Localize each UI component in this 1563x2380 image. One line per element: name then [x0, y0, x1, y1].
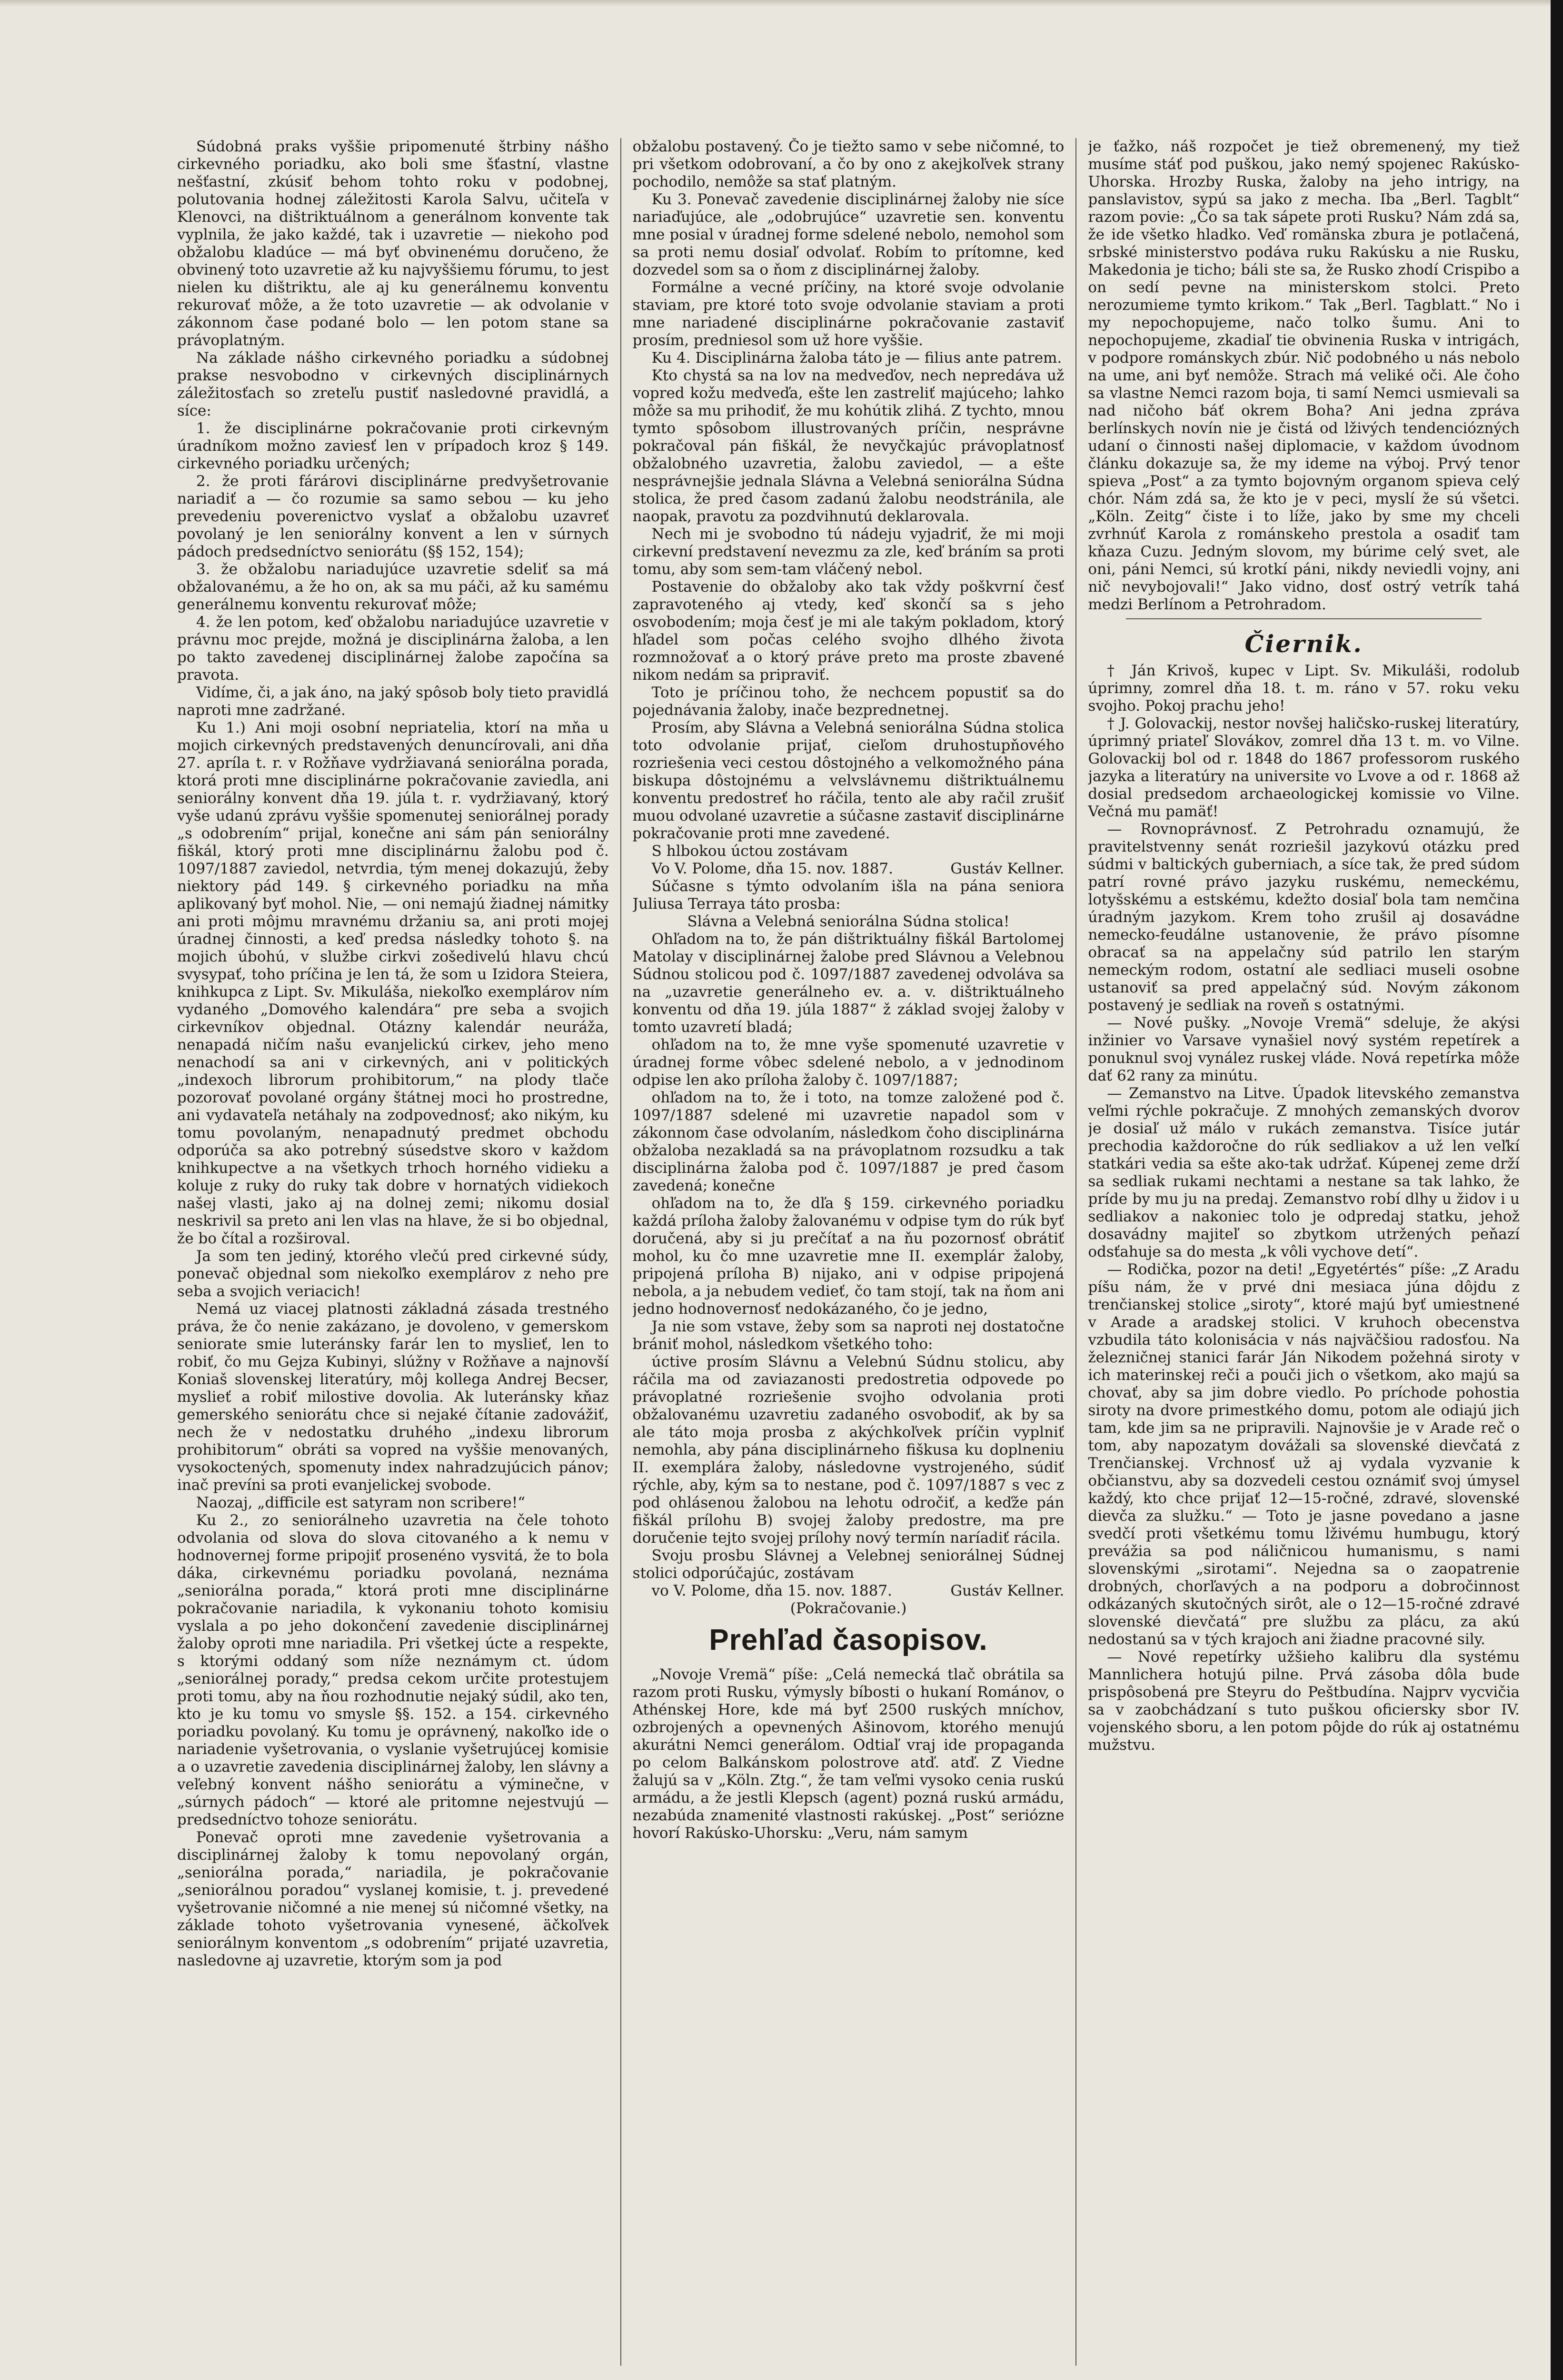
article-paragraph: Formálne a vecné príčiny, na ktoré svoje odvolanie staviam, pre ktoré toto svoje odvolanie staviam a proti mne nariadené disciplinárne pokračovanie zastaviť prosím, predniesol som už hore vyššie.: [632, 279, 1065, 349]
column-2: [633, 138, 1065, 2366]
article-paragraph: 4. že len potom, keď obžalobu nariadujúce uzavretie v právnu moc prejde, možná je disciplinárna žaloba, a len po takto zavedenej disciplinárnej žalobe započína sa pravota.: [177, 614, 609, 684]
article-paragraph: Svoju prosbu Slávnej a Velebnej seniorálnej Súdnej stolici odporúčajúc, zostávam: [632, 1547, 1065, 1582]
signature-place-date: Vo V. Polome, dňa 15. nov. 1887.: [651, 860, 893, 877]
article-paragraph: — Nové pušky. „Novoje Vremä“ sdeluje, že akýsi inžinier vo Varsave vynašiel nový systém repetírek a ponuknul svoj vynález ruskej vláde. Nová repetírka môže dať 62 rany za minútu.: [1088, 1014, 1520, 1084]
article-paragraph: Na základe nášho cirkevného poriadku a súdobnej prakse nesvobodno v cirkevných disciplinárnych záležitosťach so zreteľu pustiť nasledovné pravidlá, a síce:: [177, 349, 609, 419]
article-paragraph: — Nové repetírky užšieho kalibru dla systému Mannlichera hotujú pilne. Prvá zásoba dôla bude prispôsobená pre Steyru do Peštbudína. Najprv vycvičia sa v zaobchádzaní s tuto puškou oficiersky sbor IV. vojenského sboru, a len potom pôjde do rúk aj ostatnému mužstvu.: [1088, 1648, 1520, 1754]
article-paragraph: Toto je príčinou toho, že nechcem popustiť sa do pojednávania žaloby, inače bezprednetnej.: [632, 684, 1065, 719]
column-rule: [1075, 138, 1076, 2366]
article-paragraph: ohľadom na to, že mne vyše spomenuté uzavretie v úradnej forme vôbec sdelené nebolo, a v jednodinom odpise len ako príloha žaloby č. 1097/1887;: [632, 1036, 1065, 1089]
article-paragraph: Postavenie do obžaloby ako tak vždy poškvrní česť zapravoteného aj vtedy, keď skončí sa s jeho osvobodením; moja česť je mi ale takým pokladom, ktorý hľadel som počas celého svojho dlhého života rozmnožovať a o ktorý práve preto ma proste zbavené nikom nedám sa pripraviť.: [632, 578, 1065, 684]
page-right-edge: [1551, 0, 1563, 2380]
article-paragraph: Naozaj, „difficile est satyram non scribere!“: [196, 1494, 526, 1511]
article-paragraph: Ponevač oproti mne zavedenie vyšetrovania a disciplinárnej žaloby k tomu nepovolaný orgán, „seniorálna porada,“ nariadila, je pokračovanie „seniorálnou poradou“ vyslanej komisie, t. j. prevedené vyšetrovanie ničomné a nie menej sú ničomné všetky, na základe tohoto vyšetrovania vynesené, äčkoľvek seniorálnym konventom „s odobrením“ prijaté uzavretia, nasledovne aj uzavretie, ktorým som ja pod: [177, 1829, 609, 1969]
article-paragraph: S hlbokou úctou zostávam: [651, 843, 848, 860]
article-paragraph: Nech mi je svobodno tú nádeju vyjadriť, že mi moji cirkevní predstavení nevezmu za zle, keď bráním sa proti tomu, aby som sem-tam vláčený nebol.: [632, 526, 1065, 578]
article-paragraph: Prosím, aby Slávna a Velebná seniorálna Súdna stolica toto odvolanie prijať, cieľom druhostupňového rozriešenia veci cestou dôstojného a velkomožného pána biskupa dôstojnému a velvslávnemu dištriktuálnemu konventu predostreť ho ráčila, tento ale aby račil zrušiť muou odvolané uzavretie a súčasne zastaviť disciplinárne pokračovanie proti mne zavedené.: [632, 719, 1065, 842]
column-1: [177, 138, 609, 2366]
article-paragraph: † Ján Krivoš, kupec v Lipt. Sv. Mikuláši, rodolub úprimny, zomrel dňa 18. t. m. ráno v 57. roku veku svojho. Pokoj prachu jeho!: [1088, 662, 1520, 714]
article-paragraph: — Rovnoprávnosť. Z Petrohradu oznamujú, že pravitelstvenny senát rozriešil jazykovú otázku pred súdmi v baltických guberniach, a síce tak, že pred súdom patrí rovné právo jazyku ruskému, nemeckému, lotyšskému a estskému, kdežto dosiaľ bola tam nemčina úradným jazykom. Krem toho zrušil aj dosavádne nemecko-feudálne ustanovenie, že právo písomne obracať sa na appelačny súd patrilo len starým nemeckým rodom, ostatní ale sedliaci museli osobne ustanoviť sa pred appelačný súd. Novým zákonom postavený je sedliak na roveň s ostatnými.: [1088, 821, 1520, 1014]
column-rule: [620, 138, 621, 2366]
article-paragraph: Ohľadom na to, že pán dištriktuálny fiškál Bartolomej Matolay v disciplinárnej žalobe pred Slávnou a Velebnou Súdnou stolicou pod č. 1097/1887 zavedenej odvoláva sa na „uzavretie generálneho ev. a. v. dištriktuálneho konventu od dňa 19. júla 1887“ ž základ svojej žaloby v tomto uzavretí bladá;: [632, 931, 1065, 1036]
article-paragraph: je ťažko, náš rozpočet je tiež obremenený, my tiež musíme stáť pod puškou, jako nemý spojenec Rakúsko-Uhorska. Hrozby Ruska, žaloby na jeho intrigy, na panslavistov, sypú sa jako z mecha. Iba „Berl. Tagblt“ razom povie: „Čo sa tak sápete proti Rusku? Nám zdá sa, že ide všetko hladko. Veď romänska zbura je potlačená, srbské ministerstvo podáva ruku Rakúsku a nie Rusku, Makedonia je ticho; báli ste sa, že Rusko zhodí Crispibo a on sedí pevne na ministerskom stolci. Preto nerozumieme tymto krikom.“ Tak „Berl. Tagblatt.“ No i my nepochopujeme, načo tolko šumu. Ani to nepochopujeme, zkadiaľ tie obvinenia Ruska v intrigách, v podpore románskych zbúr. Nič podobného u nás nebolo na ume, ani byť nemôže. Strach má veliké oči. Ale čoho sa vlastne Nemci razom boja, ti samí Nemci usmievali sa nad ničoho báť okrem Boha? Ani jedna zpráva berlínskych novín nie je čistá od lživých tendenciózných udaní o činnosti našej diplomacie, v každom úvodnom článku dokazuje sa, že my ideme na výboj. Prvý tenor spieva „Post“ a za tymto bojovným organom spieva celý chór. Nám zdá sa, že kto je v peci, myslí že sú všetci. „Köln. Zeitg“ čiste i to líže, jako by sme my chceli zvrhnúť Karola z románskeho prestola a osadiť tam kňaza Cuzu. Jedným slovom, my búrime celý svet, ale oni, páni Nemci, sú krotkí páni, nikdy neviedli vojny, ani nič nevybojovali!“ Jako vidno, dosť ostrý vetrík tahá medzi Berlínom a Petrohradom.: [1088, 138, 1520, 613]
article-paragraph: obžalobu postavený. Čo je tiežto samo v sebe ničomné, to pri všetkom odobrovaní, a čo by ono z akejkoľvek strany pochodilo, nemôže sa stať platným.: [632, 138, 1065, 190]
article-paragraph: Slávna a Velebná seniorálna Súdna stolica!: [687, 913, 1010, 930]
article-paragraph: úctive prosím Slávnu a Velebnú Súdnu stolicu, aby ráčila ma od zaviazanosti predostretia odpovede po právoplatné rozriešenie svojho odvolania proti obžalovanému uzavretiu zadaného osvobodiť, ak by sa ale táto moja prosba z akýchkoľvek príčin vyplniť nemohla, aby pána disciplinárneho fiškusa ku doplneniu II. exemplára žaloby, následovne vystrojeného, súdiť rýchle, aby, kým sa to nestane, pod č. 1097/1887 s vec z pod ohlásenou žalobou na lehotu odročiť, a keďže pán fiškál prílohu B) svojej žaloby predostre, ma pre doručenie tejto svojej prílohy nový termín naríadiť rácila.: [632, 1353, 1065, 1547]
signature-line: [633, 1582, 1065, 1600]
article-paragraph: 3. že obžalobu nariadujúce uzavretie sdeliť sa má obžalovanému, a že ho on, ak sa mu páči, až ku samému generálnemu konventu rekurovať môže;: [177, 561, 609, 613]
article-paragraph: Vidíme, či, a jak áno, na jaký spôsob boly tieto pravidlá naproti mne zadržané.: [177, 684, 609, 719]
column-3: [1088, 138, 1520, 2366]
signature-name: Gustáv Kellner.: [950, 860, 1065, 877]
article-paragraph: — Zemanstvo na Litve. Úpadok litevského zemanstva veľmi rýchle pokračuje. Z mnohých zemanských dvorov je dosiaľ už málo v rukách zemanstva. Tisíce jutár prechodia každoročne do rúk sedliakov a už len veľkí statkári vedia sa ešte ako-tak udržať. Kúpenej zeme drží sa sedliak rukami nechtami a nestane sa tak lahko, že príde by mu ju na predaj. Zemanstvo robí dlhy u židov i u sedliakov a nakoniec tolo je odpredaj statku, jehož dosavádny majiteľ so zbytkom utržených peňazí odsťahuje sa do mesta „k vôli vychove detí“.: [1088, 1085, 1520, 1260]
article-paragraph: ohľadom na to, že dľa § 159. cirkevného poriadku každá príloha žaloby žalovanému v odpise tym do rúk byť doručená, aby si ju prečítať a na ňu pozornosť obrátiť mohol, ku čo mne uzavretie mne II. exemplár žaloby, pripojená príloha B) nijako, ani v odpise pripojená nebola, a ja nebudem vedieť, čo tam stojí, tak na ňom ani jedno hodnovernosť nedokázaného, čo je jedno,: [632, 1195, 1065, 1318]
article-paragraph: Ja nie som vstave, žeby som sa naproti nej dostatočne brániť mohol, následkom všetkého toho:: [632, 1318, 1065, 1353]
article-paragraph: „Novoje Vremä“ píše: „Celá nemecká tlač obrátila sa razom proti Rusku, výmysly bíbosti o hukaní Románov, o Athénskej Hore, kde má byť 2500 ruských mníchov, ozbrojených a opevnených Ašinovom, ktorého menujú akurátni Nemci generálom. Odtiaľ vraj ide propaganda po celom Balkánskom polostrove atď. atď. Z Viedne žalujú sa v „Köln. Ztg.“, že tam veľmi vysoko cenia ruskú armádu, a že jestli Klepsch (agent) pozná ruskú armádu, nezabúda znamenité vlastnosti rakúskej. „Post“ seriózne hovorí Rakúsko-Uhorsku: „Veru, nám samym: [632, 1666, 1065, 1842]
article-paragraph: Súčasne s týmto odvolaním išla na pána seniora Juliusa Terraya táto prosba:: [632, 878, 1065, 912]
section-heading: Čiernik.: [1244, 630, 1363, 658]
article-paragraph: Kto chystá sa na lov na medveďov, nech nepredáva už vopred kožu medveďa, ešte len zastreliť majúceho; lahko môže sa mu prihodiť, že mu kohútik zlihá. Z tychto, mnou tymto spôsobom illustrovaných príčin, nesprávne pokračoval pán fiškál, že nevyčkajúc právoplatnosť obžalobného uzavretia, žalobu zaviedol, — a ešte nesprávnejšie jednala Slávna a Velebná seniorálna Súdna stolica, že pred časom zadanú žalobu neodstránila, ale naopak, pravotu za pozdvihnutú deklarovala.: [632, 367, 1065, 525]
article-paragraph: Nemá uz viacej platnosti základná zásada trestného práva, že čo nenie zakázano, je dovoleno, v gemerskom seniorate smie luteránsky farár len to myslieť, len to robiť, čo mu Gejza Kubinyi, slúžny v Rožňave a najnovší Koniaš slovenskej literatúry, môj kollega Andrej Becser, myslieť a robiť milostive dovolia. Ak luteránsky kňaz gemerského seniorátu chce si nejaké čítanie zadovážiť, nech že v nedostatku druhého „indexu librorum prohibitorum“ obráti sa vopred na vyššie menovaných, vysokoctených, spomenuty index nahradzujúcich pánov; inač prevíni sa proti evanjelickej svobode.: [177, 1300, 609, 1494]
signature-name: Gustáv Kellner.: [950, 1582, 1065, 1599]
article-paragraph: Ku 2., zo seniorálneho uzavretia na čele tohoto odvolania od slova do slova citovaného a k nemu v hodnovernej forme pripojiť prosenéno vysvitá, že to bola dáka, cirkevnému poriadku povolaná, neznáma „seniorálna porada,“ ktorá proti mne disciplinárne pokračovanie nariadila, k vykonaniu tohoto komisiu vyslala a po jeho dokončení zavedenie disciplinárnej žaloby oproti mne nariadila. Pri všetkej úcte a respekte, s ktorými oddaný som níže neznámym ct. údom „seniorálnej porady,“ predsa cekom určite protestujem proti tomu, aby na ňou rozhodnutie nejaký súdil, ako ten, kto je ku tomu vo smysle §§. 152. a 154. cirkevného poriadku povolaný. Ku tomu je oprávnený, nakoľko ide o nariadenie vyšetrovania, o vyslanie vyšetrujúcej komisie a o uzavretie zavedenia disciplinárnej žaloby, len slávny a veľebný konvent nášho seniorátu a výminečne, v „súrnych pádoch“ — ktoré ale pritomne nejestvujú — predsedníctvo tohoze seniorátu.: [177, 1512, 609, 1828]
article-paragraph: 2. že proti fárárovi disciplinárne predvyšetrovanie nariadiť a — čo rozumie sa samo sebou — ku jeho prevedeniu poverenictvo vyslať a obžalobu uzavreť povolaný je len seniorálny konvent a len v súrnych pádoch predsedníctvo seniorátu (§§ 152, 154);: [177, 473, 609, 560]
article-paragraph: ohľadom na to, že i toto, na tomze založené pod č. 1097/1887 sdelené mi uzavretie napadol som v zákonnom čase odvolaním, následkom čoho disciplinárna obžaloba nezakladá sa na právoplatnom rozsudku a tak disciplinárna žaloba pod č. 1097/1887 je pred časom zavedená; konečne: [632, 1089, 1065, 1194]
newspaper-page: [177, 138, 1520, 2366]
article-paragraph: 1. že disciplinárne pokračovanie proti cirkevným úradníkom možno zaviesť len v prípadoch kroz § 149. cirkevného poriadku určených;: [177, 420, 609, 472]
article-paragraph: Súdobná praks vyššie pripomenuté štrbiny nášho cirkevného poriadku, ako boli sme šťastní, vlastne nešťastní, zkúsiť behom tohto roku v podobnej, polutovania hodnej záležitosti Karola Salvu, učiteľa v Klenovci, na dištriktuálnom a generálnom konvente tak vyplnila, že jako každé, tak i uzavretie — niekoho pod obžalobu kladúce — má byť obvinenému doručeno, že obvinený toto uzavretie až ku najvyššiemu fórumu, to jest nielen ku dištriktu, ale aj ku generálnemu konventu rekurovať môže, a že toto uzavretie — ak odvolanie v zákonnom čase podané bolo — len potom stane sa právoplatným.: [177, 138, 609, 349]
signature-place-date: vo V. Polome, dňa 15. nov. 1887.: [651, 1582, 892, 1599]
article-paragraph: (Pokračovanie.): [790, 1600, 907, 1617]
article-paragraph: Ku 4. Disciplinárna žaloba táto je — filius ante patrem.: [651, 349, 1062, 367]
article-paragraph: Ku 3. Ponevač zavedenie disciplinárnej žaloby nie síce nariaďujúce, ale „odobrujúce“ uzavretie sen. konventu mne posial v úradnej forme sdelené nebolo, nemohol som sa proti nemu dosiaľ odvolať. Robím to prítomne, keď dozvedel som sa o ňom z disciplinárnej žaloby.: [632, 191, 1065, 278]
article-paragraph: — Rodička, pozor na deti! „Egyetértés“ píše: „Z Aradu píšu nám, že v prvé dni mesiaca júna dôjdu z trenčianskej stolice „siroty“, ktoré majú byť umiestnené v Arade a aradskej stolici. V kruhoch obecenstva vzbudila táto kolonisácia v nás najväčšiou radosťou. Na železničnej stanici farár Ján Nikodem požehná siroty v ich materinskej reči a pouči jich o všetkom, ako majú sa chovať, aby sa jim dobre viedlo. Po príchode pohostia siroty na dvore primestkého domu, potom ale odiajú jich tam, kde jim sa ne pripravili. Najnovšie je v Arade reč o tom, aby napozatym dovážali sa slovenské dievčatá z Trenčianskej. Vrchnosť už aj vydala vyzvanie k občianstvu, aby sa dozvedeli cestou oznámiť svoj úmysel každý, kto chce prijať 12—15-ročné, zdravé, slovenské dievča za služku.“ — Toto je jasne povedano a jasne svedčí proti všetkému tomu lživému humbugu, ktorý prevážia sa pod náličnicou humanismu, s nami slovenskými „sirotami“. Nejedna sa o zaopatrenie drobných, chorľavých a na podporu a dobročinnost odkázaných skutočných sirôt, ale o 12—15-ročné zdravé slovenské dievčatá“ pre službu za plácu, za akú nedostanú sa v tých krajoch ani žiadne pracovné sily.: [1088, 1261, 1520, 1648]
page-top-edge: [0, 0, 1551, 7]
article-paragraph: Ja som ten jediný, ktorého vlečú pred cirkevné súdy, ponevač objednal som niekoľko exemplárov z neho pre seba a svojich veriacich!: [177, 1248, 609, 1300]
article-paragraph: † J. Golovackij, nestor novšej haličsko-ruskej literatúry, úprimný priateľ Slovákov, zomrel dňa 13 t. m. vo Vilne. Golovackij bol od r. 1848 do 1867 professorom ruského jazyka a literatúry na universite vo Lvove a od r. 1868 až dosial predsedom archaeologickej komissie vo Vilne. Večná mu pamäť!: [1088, 715, 1520, 820]
section-heading: Prehľad časopisov.: [709, 1624, 988, 1656]
section-divider: [1126, 618, 1482, 619]
article-paragraph: Ku 1.) Ani moji osobní nepriatelia, ktorí na mňa u mojich cirkevných predstavených denuncírovali, ani dňa 27. apríla t. r. v Rožňave vydržiavaná seniorálna porada, ktorá proti mne disciplinárne pokračovanie zaviedla, ani seniorálny konvent dňa 19. júla t. r. vydržiavaný, ktorý vyše udanú zprávu vyššie spomenutej seniorálnej porady „s odobrením“ prijal, konečne ani sám pán seniorálny fiškál, ktorý proti mne disciplinárnu žalobu pod č. 1097/1887 zaviedol, netvrdia, tým menej dokazujú, žeby niektory pád 149. § cirkevného poriadku na mňa aplikovaný byť mohol. Nie, — oni nemajú žiadnej námitky ani proti môjmu mravnému držaniu sa, ani proti mojej úradnej činnosti, a keď predsa následky tohoto §. na mojich úbohú, v službe cirkvi zošedivelú hlavu chcú svysypať, toho príčina je len tá, že som u Izidora Steiera, knihkupca z Lipt. Sv. Mikuláša, niekoľko exemplárov ním vydaného „Domového kalendára“ pre seba a svojich cirkevníkov objednal. Otázny kalendár neuráža, nenapadá ničím našu evanjelickú cirkev, jeho meno nenachodí sa ani v cirkevných, ani v politických „indexoch librorum prohibitorum,“ na plody tlače pozorovať povolané orgány štátnej moci ho prostredne, ani vydavateľa netáhaly na zodpovednosť; ako nikým, ku tomu povolaným, nenapadnutý predmet obchodu odporúča sa ako potrebný súsedstve skoro v každom knihkupectve a na všetkych trhoch horného vidieku a koluje z ruky do ruky tak dobre v hornatých vidiekoch našej vlasti, jako aj na dolnej zemi; nikomu dosiaľ neskrivil sa preto ani len vlas na hlave, že si bo objednal, že bo čítal a rozširoval.: [177, 719, 609, 1247]
signature-line: [633, 860, 1065, 878]
